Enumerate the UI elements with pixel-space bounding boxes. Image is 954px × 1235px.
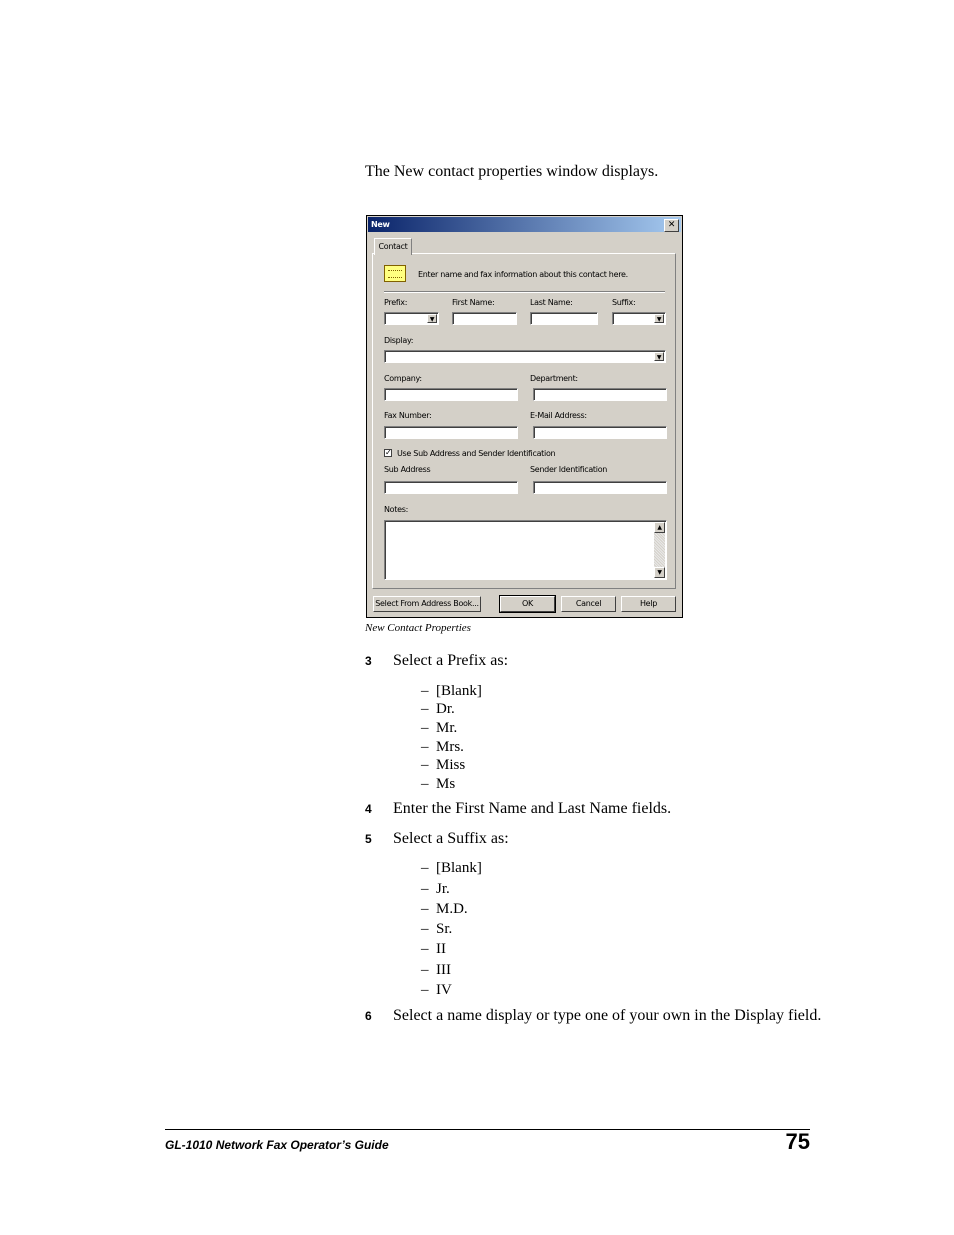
bullet: – <box>421 941 429 957</box>
suffix-dropdown[interactable] <box>612 312 666 325</box>
dialog-title: New <box>371 220 390 229</box>
department-input[interactable] <box>533 388 667 401</box>
step-text: Select a Prefix as: <box>393 652 509 669</box>
info-text: Enter name and fax information about this contact here. <box>418 270 628 279</box>
notes-label: Notes: <box>384 505 409 514</box>
intro-text: The New contact properties window displays. <box>365 163 659 180</box>
divider <box>384 291 665 293</box>
option-text: Mr. <box>436 720 458 736</box>
list-item <box>421 739 464 756</box>
footer-divider <box>165 1129 810 1130</box>
use-sub-address-checkbox[interactable]: ✓ <box>385 448 392 457</box>
bullet: – <box>421 860 429 876</box>
figure-caption: New Contact Properties <box>365 622 471 634</box>
fax-number-input[interactable] <box>384 426 518 439</box>
dialog-titlebar <box>368 217 681 232</box>
prefix-label: Prefix: <box>384 298 408 307</box>
company-label: Company: <box>384 374 422 383</box>
scroll-down-icon[interactable]: ▼ <box>654 567 665 578</box>
bullet: – <box>421 901 429 917</box>
notes-textarea[interactable] <box>384 520 667 580</box>
option-text: II <box>436 941 446 957</box>
step-text: Enter the First Name and Last Name fields. <box>393 800 672 817</box>
list-item <box>421 720 457 737</box>
company-input[interactable] <box>384 388 518 401</box>
list-item <box>421 757 465 774</box>
cancel-button[interactable]: Cancel <box>561 596 616 612</box>
list-item <box>421 982 452 999</box>
option-text: [Blank] <box>436 860 482 876</box>
footer-title: GL-1010 Network Fax Operator’s Guide <box>165 1138 389 1152</box>
option-text: Miss <box>436 757 466 773</box>
sender-id-input[interactable] <box>533 481 667 494</box>
bullet: – <box>421 982 429 998</box>
step-text: Select a name display or type one of your own in the Display field. <box>393 1007 822 1024</box>
contact-card-icon <box>384 265 406 282</box>
option-text: Ms <box>436 776 456 792</box>
option-text: M.D. <box>436 901 468 917</box>
list-item <box>421 901 468 918</box>
last-name-input[interactable] <box>530 312 598 325</box>
select-from-address-book-button[interactable]: Select From Address Book... <box>373 596 481 612</box>
page-number: 75 <box>785 1129 810 1154</box>
first-name-input[interactable] <box>452 312 517 325</box>
option-text: [Blank] <box>436 683 482 699</box>
step-number: 4 <box>365 802 372 816</box>
ok-button[interactable]: OK <box>500 596 555 612</box>
help-button[interactable]: Help <box>621 596 676 612</box>
bullet: – <box>421 739 429 755</box>
chevron-down-icon[interactable]: ▼ <box>427 314 437 323</box>
step-number: 5 <box>365 832 372 846</box>
sender-id-label: Sender Identification <box>530 465 608 474</box>
scroll-up-icon[interactable]: ▲ <box>654 522 665 533</box>
list-item <box>421 701 455 718</box>
notes-scrollbar[interactable] <box>654 522 665 578</box>
department-label: Department: <box>530 374 578 383</box>
list-item <box>421 683 482 700</box>
step-text: Select a Suffix as: <box>393 830 509 847</box>
sub-address-label: Sub Address <box>384 465 431 474</box>
option-text: Mrs. <box>436 739 464 755</box>
option-text: Dr. <box>436 701 455 717</box>
bullet: – <box>421 683 429 699</box>
use-sub-address-label: Use Sub Address and Sender Identification <box>397 449 556 458</box>
list-item <box>421 860 482 877</box>
bullet: – <box>421 776 429 792</box>
option-text: III <box>436 962 451 978</box>
list-item <box>421 962 451 979</box>
list-item <box>421 881 450 898</box>
last-name-label: Last Name: <box>530 298 573 307</box>
step-number: 6 <box>365 1009 372 1023</box>
list-item <box>421 921 452 938</box>
option-text: Jr. <box>436 881 450 897</box>
prefix-dropdown[interactable] <box>384 312 439 325</box>
chevron-down-icon[interactable]: ▼ <box>654 352 664 361</box>
option-text: Sr. <box>436 921 453 937</box>
display-label: Display: <box>384 336 414 345</box>
sub-address-input[interactable] <box>384 481 518 494</box>
option-text: IV <box>436 982 452 998</box>
bullet: – <box>421 921 429 937</box>
bullet: – <box>421 701 429 717</box>
chevron-down-icon[interactable]: ▼ <box>654 314 664 323</box>
close-icon[interactable]: ✕ <box>664 219 679 232</box>
list-item <box>421 776 455 793</box>
list-item <box>421 941 446 958</box>
bullet: – <box>421 757 429 773</box>
email-input[interactable] <box>533 426 667 439</box>
first-name-label: First Name: <box>452 298 495 307</box>
bullet: – <box>421 881 429 897</box>
suffix-label: Suffix: <box>612 298 636 307</box>
new-contact-dialog <box>366 215 683 618</box>
display-dropdown[interactable] <box>384 350 666 363</box>
fax-number-label: Fax Number: <box>384 411 432 420</box>
step-number: 3 <box>365 654 372 668</box>
bullet: – <box>421 962 429 978</box>
bullet: – <box>421 720 429 736</box>
email-label: E-Mail Address: <box>530 411 587 420</box>
tab-contact[interactable]: Contact <box>374 238 412 255</box>
